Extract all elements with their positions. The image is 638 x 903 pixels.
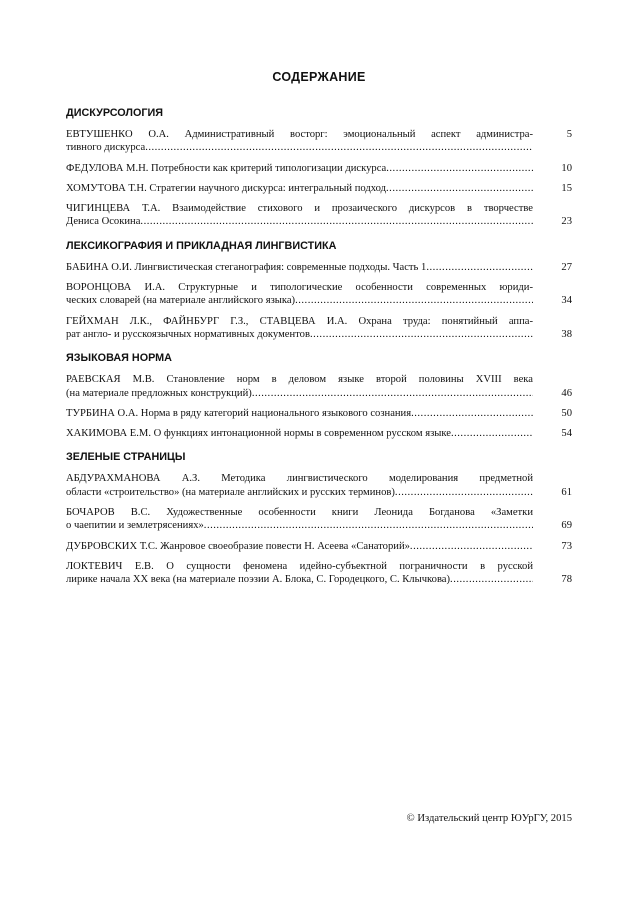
entry-text [66, 162, 533, 175]
page-number: 69 [561, 520, 572, 532]
entry-title-line: АБДУРАХМАНОВА А.З. Методика лингвистического моделирования предметной [66, 473, 533, 485]
entry-title-text: ТУРБИНА О.А. Норма в ряду категорий национального языкового сознания [66, 407, 412, 419]
dot-leader [450, 573, 533, 586]
dot-leader [410, 540, 533, 553]
entry-text [66, 128, 533, 155]
entry-title-tail [66, 573, 533, 586]
entry-text [66, 407, 533, 420]
toc-entry[interactable] [66, 162, 572, 175]
toc-entry[interactable] [66, 315, 572, 342]
section-heading: ЗЕЛЕНЫЕ СТРАНИЦЫ [66, 451, 186, 464]
entry-title-text: Дениса Осокина [66, 216, 141, 228]
entry-title-line: ВОРОНЦОВА И.А. Структурные и типологические особенности современных юриди- [66, 282, 533, 294]
dot-leader [451, 427, 533, 440]
entry-text [66, 261, 533, 274]
dot-leader [295, 294, 533, 307]
toc-entry[interactable] [66, 427, 572, 440]
entry-title-text: лирике начала XX века (на материале поэзии А. Блока, С. Городецкого, С. Клычкова) [66, 574, 451, 586]
dot-leader [411, 407, 533, 420]
entry-title-line: ЧИГИНЦЕВА Т.А. Взаимодействие стихового и прозаического дискурсов в творчестве [66, 203, 533, 215]
toc-entry[interactable] [66, 202, 572, 229]
toc-entry[interactable] [66, 128, 572, 155]
entry-title-line: БОЧАРОВ В.С. Художественные особенности книги Леонида Богданова «Заметки [66, 507, 533, 519]
toc-entry[interactable] [66, 281, 572, 308]
entry-text [66, 373, 533, 400]
page-number: 54 [561, 428, 572, 440]
entry-title-text: ХОМУТОВА Т.Н. Стратегии научного дискурса: интегральный подход [66, 182, 387, 194]
toc-entry[interactable] [66, 407, 572, 420]
entry-text [66, 506, 533, 533]
dot-leader [386, 182, 533, 195]
page-number: 61 [561, 486, 572, 498]
entry-text [66, 202, 533, 229]
table-of-contents [66, 107, 572, 594]
entry-title-tail [66, 215, 533, 228]
entry-text [66, 472, 533, 499]
page-number: 15 [561, 182, 572, 194]
entry-text [66, 540, 533, 553]
page-number: 46 [561, 387, 572, 399]
entry-title-text: области «строительство» (на материале английских и русских терминов) [66, 486, 395, 498]
entry-text [66, 560, 533, 587]
entry-title-tail [66, 407, 533, 420]
entry-title-text: БАБИНА О.И. Лингвистическая стеганография: современные подходы. Часть 1 [66, 261, 427, 273]
entry-title-text: ХАКИМОВА Е.М. О функциях интонационной нормы в современном русском языке [66, 428, 451, 440]
page-number: 73 [561, 540, 572, 552]
dot-leader [140, 215, 533, 228]
toc-entry[interactable] [66, 540, 572, 553]
page-number: 27 [561, 261, 572, 273]
toc-entry[interactable] [66, 560, 572, 587]
toc-section [66, 451, 572, 586]
toc-entry[interactable] [66, 261, 572, 274]
entry-title-line: ЛОКТЕВИЧ Е.В. О сущности феномена идейно-субъектной пограничности в русской [66, 560, 533, 572]
page-number: 10 [561, 162, 572, 174]
dot-leader [426, 261, 533, 274]
toc-entry[interactable] [66, 373, 572, 400]
page-number: 5 [566, 129, 572, 140]
dot-leader [145, 141, 533, 154]
page-number: 23 [561, 216, 572, 228]
dot-leader [310, 328, 533, 341]
page-number: 34 [561, 295, 572, 307]
section-heading: ЯЗЫКОВАЯ НОРМА [66, 352, 172, 365]
toc-entry[interactable] [66, 182, 572, 195]
entry-title-line: ЕВТУШЕНКО О.А. Административный восторг: эмоциональный аспект администра- [66, 129, 533, 140]
dot-leader [386, 162, 533, 175]
page-number: 50 [561, 407, 572, 419]
entry-title-tail [66, 162, 533, 175]
page-title: СОДЕРЖАНИЕ [272, 70, 366, 84]
entry-title-line: ГЕЙХМАН Л.К., ФАЙНБУРГ Г.З., СТАВЦЕВА И.А. Охрана труда: понятийный аппа- [66, 315, 533, 327]
entry-title-tail [66, 519, 533, 532]
entry-title-tail [66, 261, 533, 274]
dot-leader [252, 387, 533, 400]
entry-title-tail [66, 182, 533, 195]
entry-title-line: РАЕВСКАЯ М.В. Становление норм в деловом языке второй половины XVIII века [66, 374, 533, 386]
entry-text [66, 281, 533, 308]
entry-text [66, 182, 533, 195]
entry-title-text: рат англо- и русскоязычных нормативных документов [66, 328, 310, 340]
entry-title-text: тивного дискурса [66, 142, 146, 154]
entry-title-text: ДУБРОВСКИХ Т.С. Жанровое своеобразие повести Н. Асеева «Санаторий» [66, 540, 410, 552]
copyright-footer: © Издательский центр ЮУрГУ, 2015 [406, 813, 572, 824]
entry-title-text: ФЕДУЛОВА М.Н. Потребности как критерий типологизации дискурса [66, 162, 387, 174]
entry-title-text: (на материале предложных конструкций) [66, 387, 252, 399]
entry-text [66, 427, 533, 440]
toc-section [66, 352, 572, 440]
entry-title-tail [66, 387, 533, 400]
entry-title-text: о чаепитии и землетрясениях» [66, 520, 204, 532]
entry-title-text: ческих словарей (на материале английского языка) [66, 295, 296, 307]
toc-section [66, 107, 572, 229]
entry-title-tail [66, 486, 533, 499]
toc-entry[interactable] [66, 472, 572, 499]
entry-title-tail [66, 328, 533, 341]
toc-entry[interactable] [66, 506, 572, 533]
entry-text [66, 315, 533, 342]
entry-title-tail [66, 540, 533, 553]
section-heading: ДИСКУРСОЛОГИЯ [66, 107, 164, 119]
section-heading: ЛЕКСИКОГРАФИЯ И ПРИКЛАДНАЯ ЛИНГВИСТИКА [66, 239, 337, 252]
toc-section [66, 240, 572, 341]
entry-title-tail [66, 294, 533, 307]
entry-title-tail [66, 427, 533, 440]
dot-leader [204, 519, 533, 532]
page-number: 78 [561, 574, 572, 586]
page-number: 38 [561, 328, 572, 340]
dot-leader [395, 486, 533, 499]
entry-title-tail [66, 141, 533, 154]
